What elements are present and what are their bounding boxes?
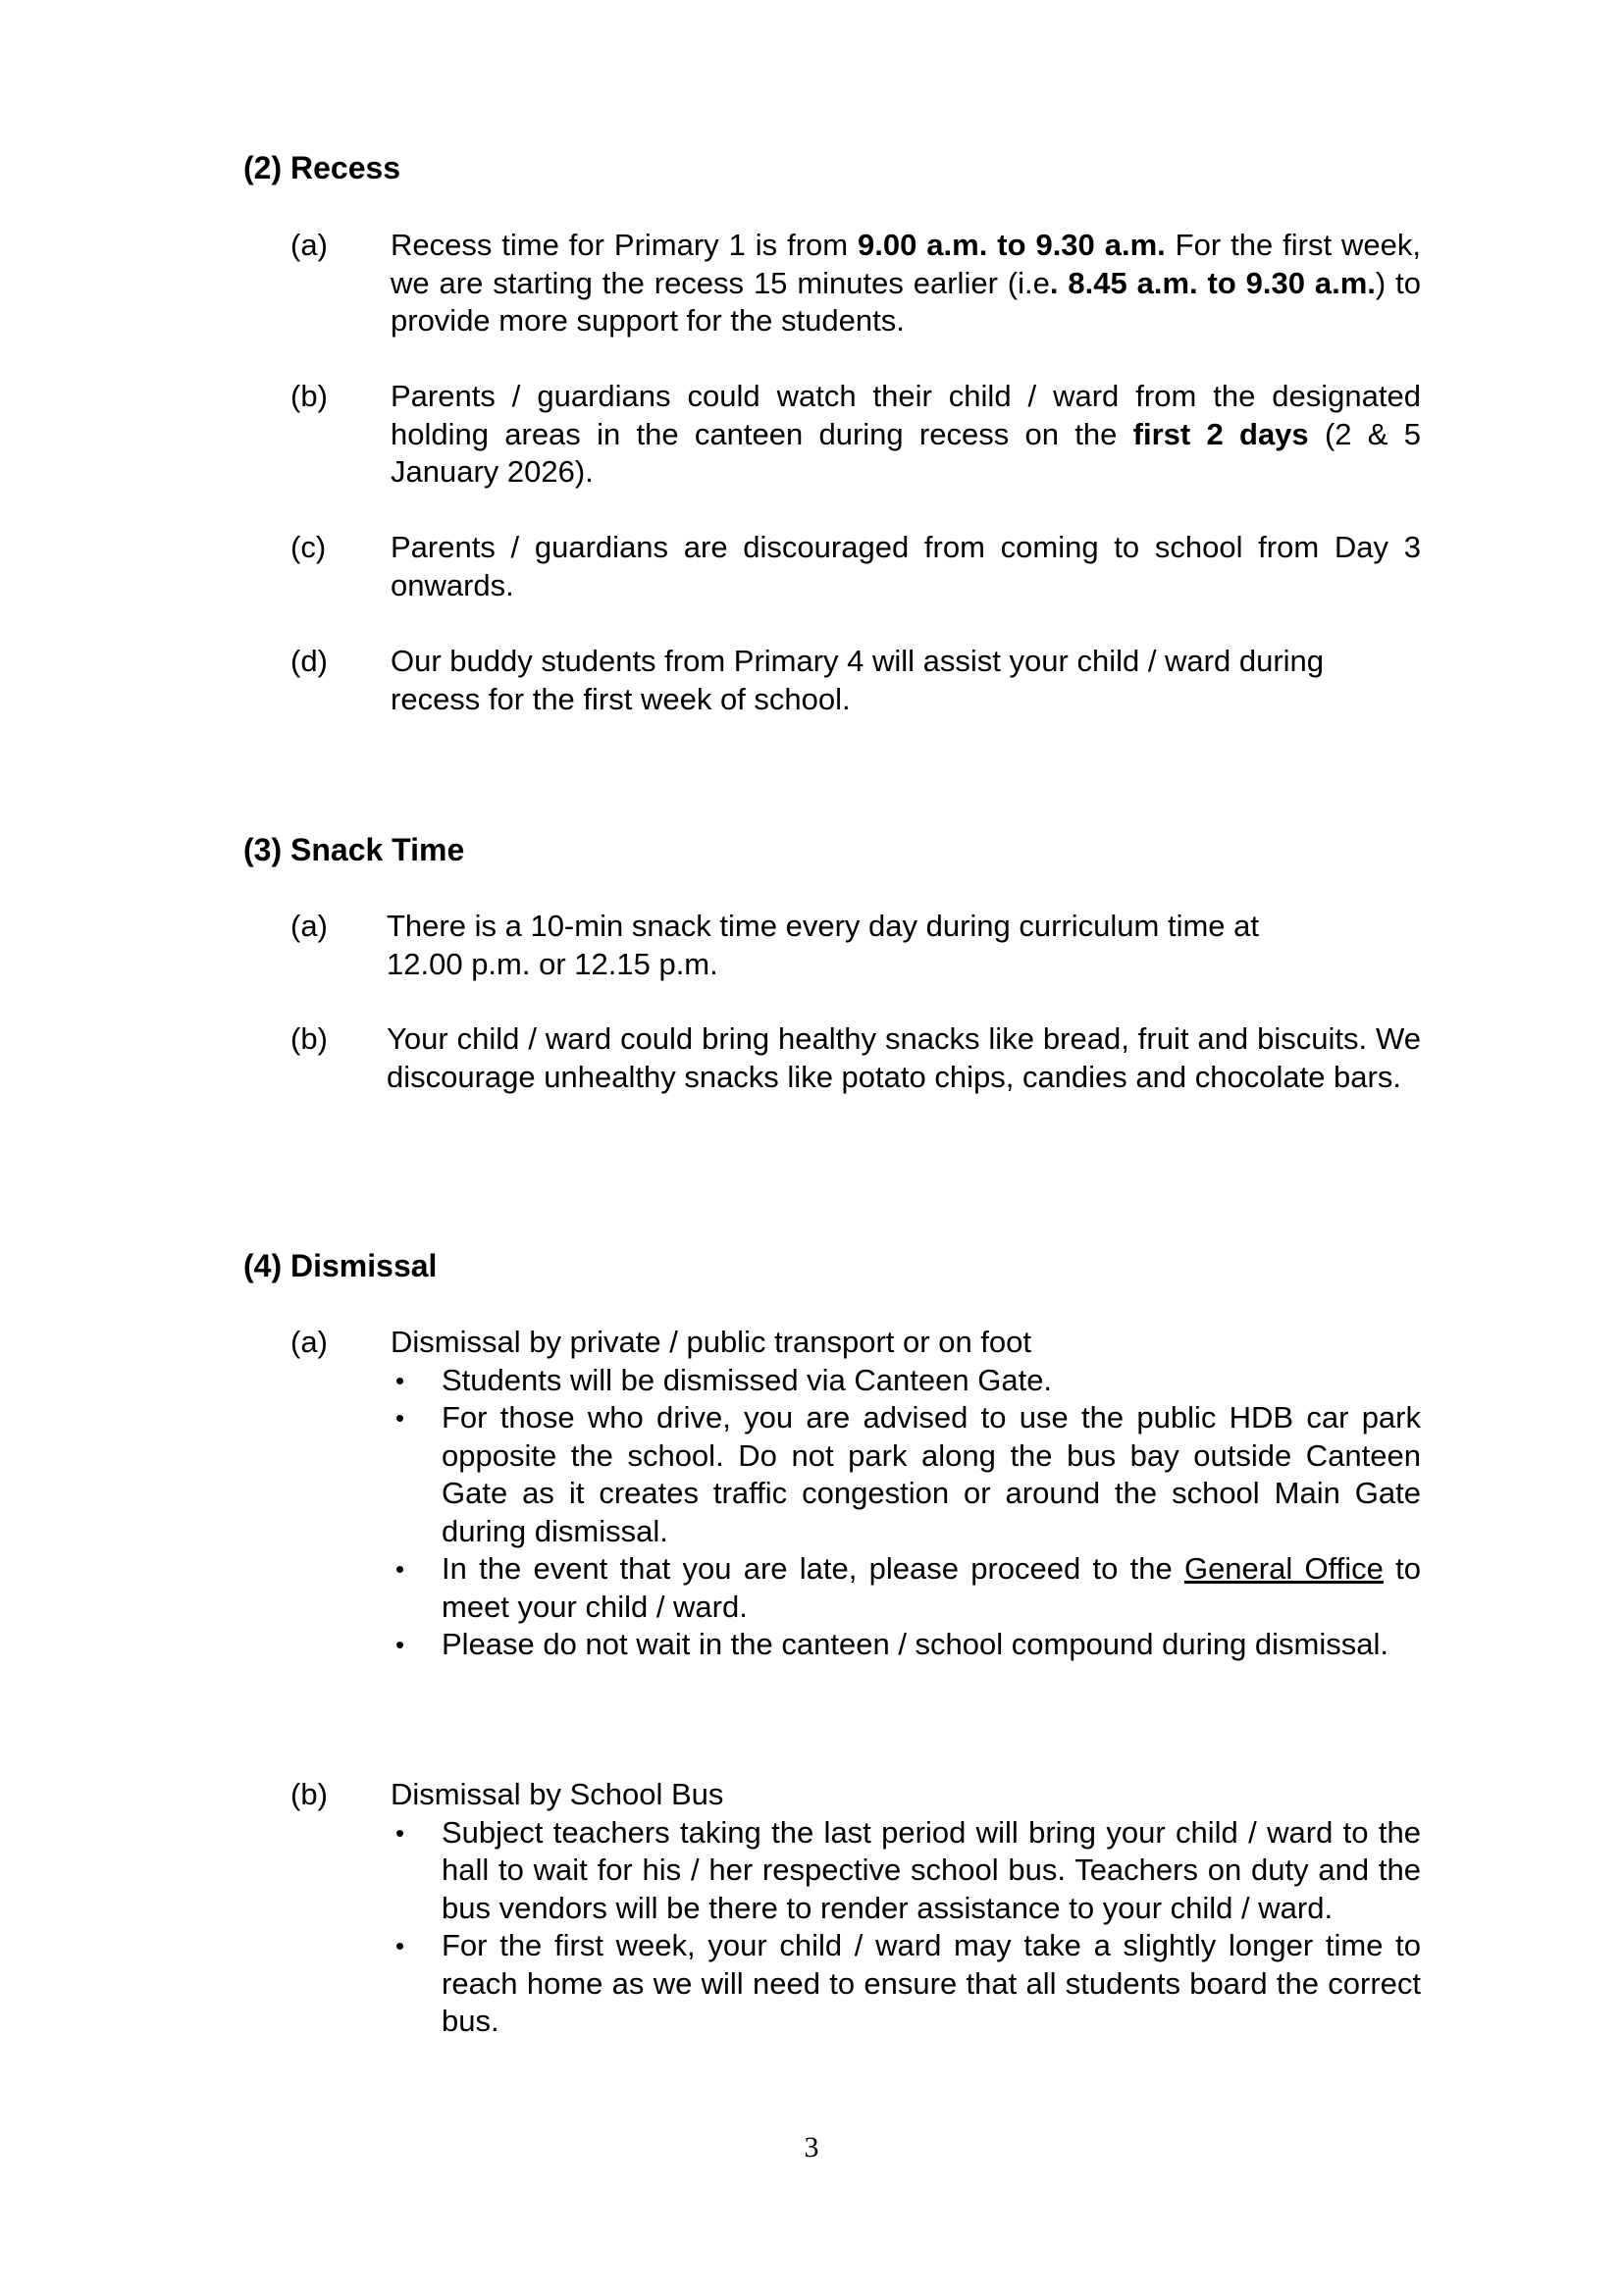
item-label: (d): [290, 644, 328, 678]
item-label: (c): [290, 530, 327, 564]
page-number: 3: [804, 2131, 819, 2164]
bullet-icon: •: [395, 1554, 405, 1584]
bullet-icon: •: [395, 1365, 405, 1395]
list-item: • Students will be dismissed via Canteen Gate.: [442, 1362, 1421, 1400]
item-label: (a): [290, 909, 328, 943]
section-heading-recess: (2) Recess: [243, 150, 401, 185]
list-item: • For the first week, your child / ward may take a slightly longer time to reach home as we will need to ensure that all students board the correct bus.: [395, 1928, 1421, 2038]
item-text: Recess time for Primary 1 is from 9.00 a.m. to 9.30 a.m. For the first week, we are starting the recess 15 minutes earlier (i.e. 8.45 a.m. to 9.30 a.m.) to provide more support for the students.: [391, 228, 1421, 338]
dismissal-item-b: [290, 1776, 1421, 2041]
dismissal-item-a: [290, 1324, 1421, 1664]
snack-item-b: [290, 1020, 1421, 1096]
section-heading-dismissal: (4) Dismissal: [243, 1248, 438, 1283]
item-label: (b): [290, 1021, 328, 1056]
item-label: (b): [290, 379, 328, 413]
item-label: (b): [290, 1777, 328, 1811]
bullet-icon: •: [395, 1931, 405, 1960]
item-text: Your child / ward could bring healthy snacks like bread, fruit and biscuits. We discourage unhealthy snacks like potato chips, candies and chocolate bars.: [387, 1021, 1421, 1094]
item-title: Dismissal by School Bus: [391, 1777, 724, 1811]
bullet-icon: •: [395, 1817, 405, 1848]
list-item: • Subject teachers taking the last period will bring your child / ward to the hall to wait for his / her respective school bus. Teachers on duty and the bus vendors will be there to render assistance to your child / ward.: [395, 1814, 1421, 1925]
list-item: • Please do not wait in the canteen / school compound during dismissal.: [442, 1626, 1421, 1664]
item-title: Dismissal by private / public transport or on foot: [391, 1325, 1031, 1359]
item-text: [391, 1324, 1421, 1664]
general-office-link: General Office: [1183, 1551, 1384, 1586]
item-text: [391, 1776, 1421, 2041]
item-label: (a): [290, 228, 328, 262]
snack-item-a: [290, 908, 1421, 983]
bullet-icon: •: [395, 1630, 405, 1659]
recess-item-a: [290, 227, 1421, 340]
item-text: There is a 10-min snack time every day during curriculum time at 12.00 p.m. or 12.15 p.m.: [387, 909, 1259, 981]
recess-item-c: [290, 529, 1421, 604]
item-text: Parents / guardians are discouraged from coming to school from Day 3 onwards.: [391, 530, 1421, 602]
item-text: Parents / guardians could watch their child / ward from the designated holding areas in the canteen during recess on the first 2 days (2 & 5 January 2026).: [391, 379, 1421, 489]
list-item: • For those who drive, you are advised to use the public HDB car park opposite the school. Do not park along the bus bay outside Canteen Gate as it creates traffic congestion or around the school Main Gate during dismissal.: [395, 1400, 1421, 1548]
section-heading-snack-time: (3) Snack Time: [243, 832, 465, 867]
bullet-list: [391, 1814, 1421, 2041]
list-item: • In the event that you are late, please proceed to the General Office to meet your child / ward.: [395, 1551, 1422, 1624]
item-text: Our buddy students from Primary 4 will assist your child / ward during recess for the first week of school.: [391, 644, 1325, 716]
item-label: (a): [290, 1325, 328, 1359]
bullet-icon: •: [395, 1403, 405, 1433]
bullet-list: [391, 1362, 1421, 1664]
recess-item-b: [290, 378, 1421, 492]
recess-item-d: [290, 643, 1421, 718]
